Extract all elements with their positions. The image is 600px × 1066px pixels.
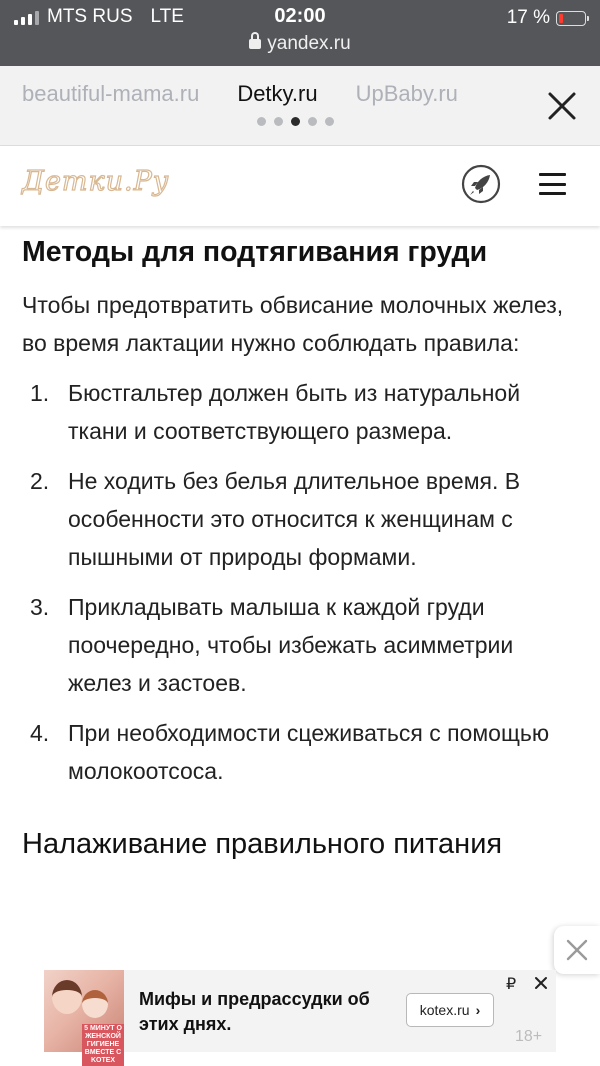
list-item (22, 374, 582, 450)
list-item (22, 588, 582, 702)
ad-currency-mark: ₽ (506, 976, 517, 993)
ad-close-button[interactable] (554, 926, 600, 974)
status-bar (0, 0, 600, 66)
page-dot[interactable] (257, 117, 266, 126)
ad-title[interactable]: Мифы и предрассудки об этих днях. (139, 989, 370, 1034)
next-section-heading: Налаживание правильного питания (22, 828, 503, 860)
intro-paragraph: Чтобы предотвратить обвисание молочных желез, во время лактации нужно соблюдать правила: (22, 292, 564, 356)
tab-beautiful-mama[interactable]: beautiful-mama.ru (22, 81, 200, 106)
age-rating: 18+ (515, 1028, 543, 1045)
hamburger-menu-icon[interactable] (539, 173, 566, 195)
page-dot[interactable] (274, 117, 283, 126)
site-logo[interactable]: Детки.Ру (22, 166, 170, 197)
status-time: 02:00 (274, 5, 326, 27)
ad-banner[interactable] (44, 970, 556, 1064)
site-switcher (0, 66, 600, 146)
page-dot-active[interactable] (291, 117, 300, 126)
list-item (22, 714, 582, 790)
list-item-text: Не ходить без белья длительное время. В особенности это относится к женщинам с пышными от природы формами. (68, 468, 521, 570)
status-right (507, 7, 586, 29)
list-item-text: При необходимости сцеживаться с помощью молокоотсоса. (68, 720, 550, 784)
battery-level (559, 14, 563, 23)
network-type: LTE (150, 6, 184, 27)
site-tabs (22, 81, 458, 107)
list-number: 1. (30, 380, 50, 406)
rocket-icon[interactable] (461, 164, 501, 204)
list-item-text: Бюстгальтер должен быть из натуральной ткани и соответствующего размера. (68, 380, 521, 444)
page-dot[interactable] (308, 117, 317, 126)
carrier-name: MTS RUS (47, 6, 133, 27)
battery-percent: 17 % (506, 7, 550, 28)
page-dot[interactable] (325, 117, 334, 126)
lock-icon (249, 39, 261, 49)
ad-dismiss-icon[interactable] (534, 976, 548, 990)
chevron-right-icon: › (475, 1002, 481, 1018)
close-icon (554, 926, 600, 974)
ad-button-label: kotex.ru (419, 1002, 470, 1018)
list-item (22, 462, 582, 576)
battery-icon (556, 11, 586, 26)
ad-photo-person (52, 980, 82, 1014)
ad-photo-person (82, 990, 108, 1018)
article-content (22, 232, 582, 864)
tab-upbaby[interactable]: UpBaby.ru (355, 81, 458, 106)
ad-visit-button[interactable] (406, 993, 494, 1027)
ad-image[interactable] (44, 970, 124, 1064)
page-indicator (257, 117, 334, 126)
address-url: yandex.ru (267, 33, 351, 54)
ad-image-badge: 5 МИНУТ О ЖЕНСКОЙ ГИГИЕНЕ ВМЕСТЕ С KOTEX (82, 1024, 124, 1066)
list-number: 2. (30, 468, 50, 494)
list-item-text: Прикладывать малыша к каждой груди поочередно, чтобы избежать асимметрии желез и застоев. (68, 594, 514, 696)
list-number: 4. (30, 720, 50, 746)
site-header (0, 146, 600, 226)
section-heading: Методы для подтягивания груди (22, 236, 488, 268)
close-icon[interactable] (542, 86, 582, 126)
list-number: 3. (30, 594, 50, 620)
address-bar[interactable] (0, 33, 600, 55)
tab-detky[interactable]: Detky.ru (237, 81, 318, 106)
rules-list (22, 374, 582, 790)
